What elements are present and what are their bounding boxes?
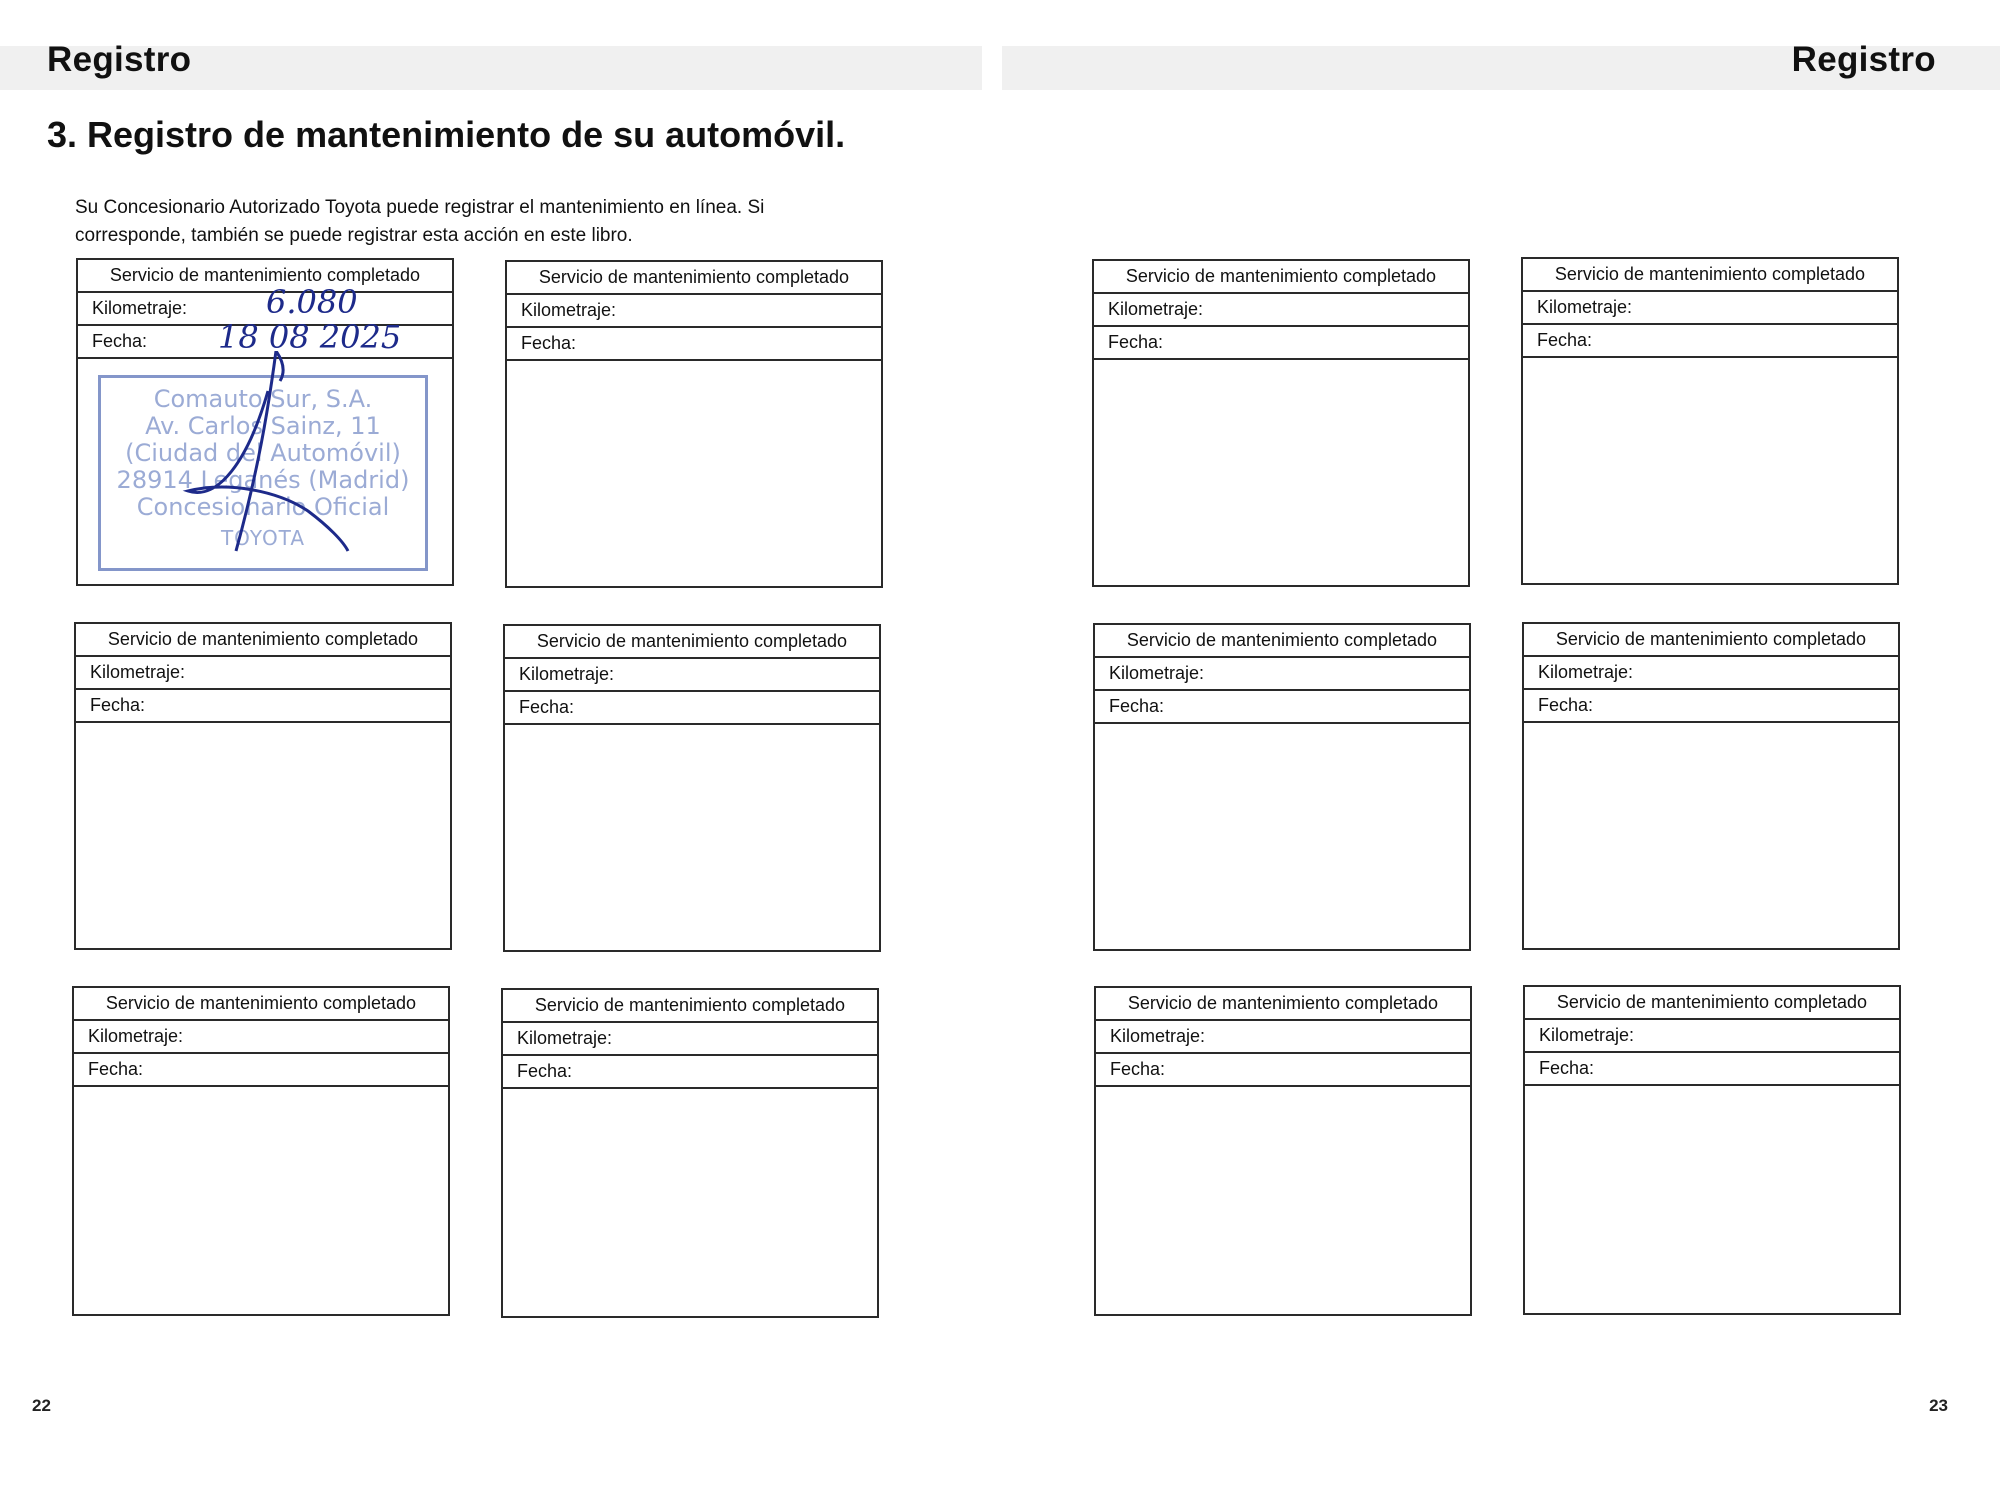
km-label: Kilometraje: [1537,297,1633,317]
date-row [505,692,879,725]
km-row [1523,292,1897,325]
card-body [1525,1086,1899,1313]
card-title: Servicio de mantenimiento completado [505,626,879,659]
card-body [503,1089,877,1316]
date-label: Fecha: [90,695,146,715]
date-label: Fecha: [1539,1058,1595,1078]
section-title: 3. Registro de mantenimiento de su automóvil. [47,114,846,155]
card-body [1095,724,1469,949]
maintenance-card-5 [72,986,450,1316]
maintenance-card-3 [74,622,452,950]
maintenance-card-1 [76,258,454,586]
km-handwritten-value: 6.080 [266,283,358,321]
date-row [1096,1054,1470,1087]
stamp-line-5: Concesionario Oficial [136,493,390,521]
km-label: Kilometraje: [519,664,615,684]
stamp-line-3: (Ciudad del Automóvil) [125,439,401,467]
date-label: Fecha: [1538,695,1594,715]
maintenance-card-4 [503,624,881,952]
maintenance-card-9 [1093,623,1471,951]
card-title: Servicio de mantenimiento completado [74,988,448,1021]
card-body [74,1087,448,1314]
km-row [1525,1020,1899,1053]
date-row [1095,691,1469,724]
date-label: Fecha: [519,697,575,717]
date-row [507,328,881,361]
page-header-title: Registro [47,40,192,79]
date-handwritten-value: 18 08 2025 [218,318,402,356]
stamp-brand: TOYOTA [220,526,306,550]
km-label: Kilometraje: [521,300,617,320]
km-row [1096,1021,1470,1054]
date-row [1525,1053,1899,1086]
card-title: Servicio de mantenimiento completado [503,990,877,1023]
km-label: Kilometraje: [1108,299,1204,319]
km-row [503,1023,877,1056]
maintenance-card-12 [1523,985,1901,1315]
km-row [1094,294,1468,327]
page-number: 23 [1929,1396,1948,1415]
date-label: Fecha: [1110,1059,1166,1079]
maintenance-card-7 [1092,259,1470,587]
date-label: Fecha: [1537,330,1593,350]
date-label: Fecha: [521,333,577,353]
intro-paragraph: Su Concesionario Autorizado Toyota puede registrar el mantenimiento en línea. Si corresponde, también se puede registrar esta acción en este libro. [75,197,765,246]
maintenance-card-10 [1522,622,1900,950]
date-row [503,1056,877,1089]
date-row [74,1054,448,1087]
card-title: Servicio de mantenimiento completado [1095,625,1469,658]
card-body [78,359,452,584]
maintenance-card-6 [501,988,879,1318]
date-row [1523,325,1897,358]
date-label: Fecha: [1109,696,1165,716]
km-label: Kilometraje: [1539,1025,1635,1045]
date-label: Fecha: [88,1059,144,1079]
card-body [507,361,881,586]
card-body [1096,1087,1470,1314]
km-label: Kilometraje: [90,662,186,682]
card-title: Servicio de mantenimiento completado [507,262,881,295]
km-label: Kilometraje: [88,1026,184,1046]
card-body [1524,723,1898,948]
page-header-title: Registro [1791,40,1936,79]
signature-mark [158,351,358,571]
km-row [74,1021,448,1054]
stamp-line-2: Av. Carlos Sainz, 11 [145,412,381,440]
card-body [1094,360,1468,585]
km-label: Kilometraje: [92,298,188,318]
date-label: Fecha: [517,1061,573,1081]
card-title: Servicio de mantenimiento completado [78,260,452,293]
km-row [505,659,879,692]
km-label: Kilometraje: [1110,1026,1206,1046]
maintenance-card-2 [505,260,883,588]
date-row [1094,327,1468,360]
maintenance-card-11 [1094,986,1472,1316]
stamp-line-1: Comauto Sur, S.A. [153,385,373,413]
km-label: Kilometraje: [1109,663,1205,683]
km-label: Kilometraje: [1538,662,1634,682]
card-body [76,723,450,948]
card-title: Servicio de mantenimiento completado [76,624,450,657]
card-body [1523,358,1897,583]
card-body [505,725,879,950]
card-title: Servicio de mantenimiento completado [1523,259,1897,292]
date-row [1524,690,1898,723]
card-title: Servicio de mantenimiento completado [1524,624,1898,657]
km-row [1095,658,1469,691]
stamp-line-4: 28914 Leganés (Madrid) [116,466,410,494]
card-title: Servicio de mantenimiento completado [1094,261,1468,294]
maintenance-card-8 [1521,257,1899,585]
date-row [76,690,450,723]
card-title: Servicio de mantenimiento completado [1525,987,1899,1020]
left-page [0,0,998,1500]
card-title: Servicio de mantenimiento completado [1096,988,1470,1021]
page-number: 22 [32,1396,51,1415]
right-page [1002,0,2000,1500]
km-row [507,295,881,328]
km-row [76,657,450,690]
date-label: Fecha: [92,331,148,351]
km-row [1524,657,1898,690]
km-label: Kilometraje: [517,1028,613,1048]
date-label: Fecha: [1108,332,1164,352]
